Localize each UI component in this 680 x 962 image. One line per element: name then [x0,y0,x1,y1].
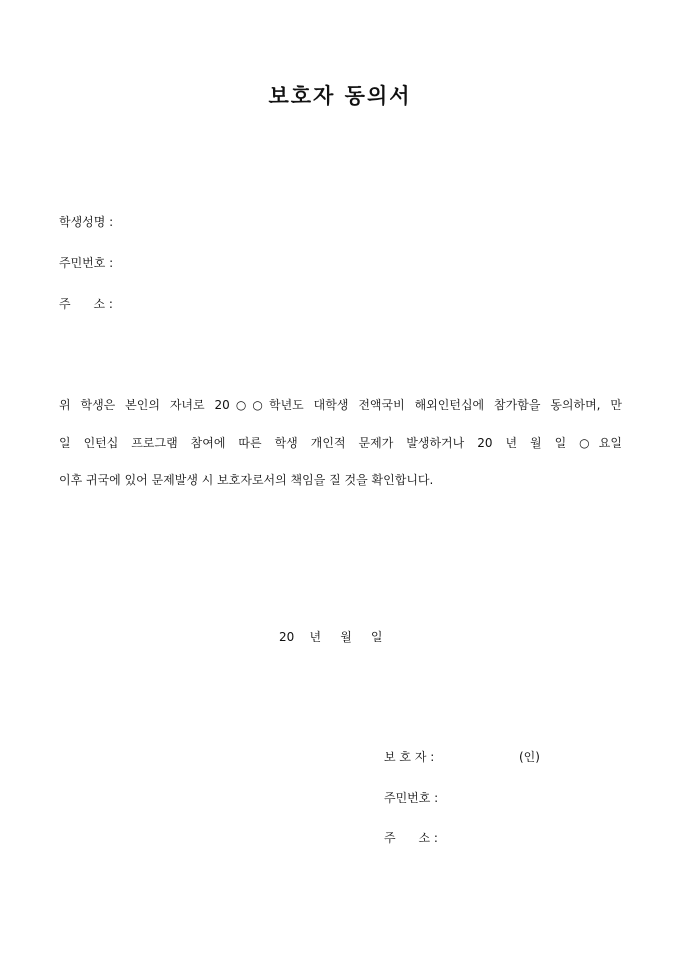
consent-text-line-3: 이후 귀국에 있어 문제발생 시 보호자로서의 책임을 질 것을 확인합니다. [59,473,434,487]
guardian-id-label: 주민번호 : [384,791,439,805]
student-address-label: 주 소 : [59,297,113,311]
consent-text-line-1: 위 학생은 본인의 자녀로 20○○학년도 대학생 전액국비 해외인턴십에 참가함을 동의하며, 만 [59,398,622,412]
document-title: 보호자 동의서 [268,83,412,108]
seal-mark: (인) [519,750,540,764]
student-name-label: 학생성명 : [59,215,114,229]
guardian-address-label: 주 소 : [384,831,438,845]
consent-text-line-2: 일 인턴십 프로그램 참여에 따른 학생 개인적 문제가 발생하거나 20 년 월 일 ○요일 [59,436,622,450]
signature-date: 20 년 월 일 [279,630,383,644]
guardian-label: 보 호 자 : [384,750,435,764]
student-id-label: 주민번호 : [59,256,114,270]
